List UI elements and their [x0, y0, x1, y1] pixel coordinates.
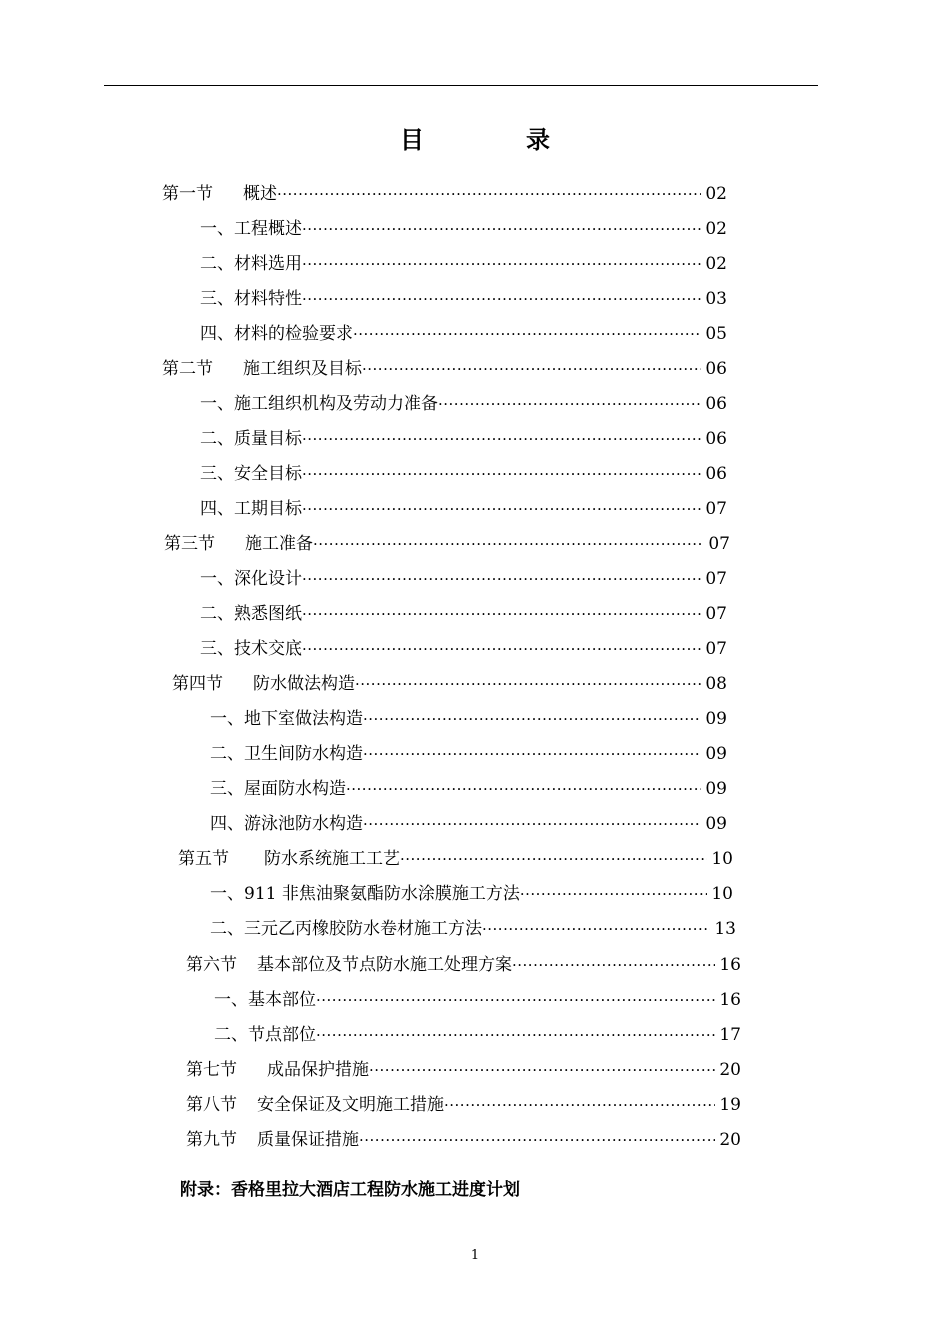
toc-label: 二、 [214, 1025, 248, 1045]
toc-page-number: 06 [705, 394, 727, 414]
toc-page-number: 02 [705, 184, 727, 204]
toc-page-number: 16 [719, 955, 741, 975]
toc-lead [164, 531, 313, 557]
toc-page-number: 07 [705, 499, 727, 519]
toc-lead [186, 952, 512, 978]
toc-item-row[interactable] [200, 496, 727, 522]
toc-lead [210, 916, 482, 942]
toc-page-number: 16 [719, 990, 741, 1010]
toc-leader-dots [302, 636, 701, 662]
toc-item-row[interactable] [210, 811, 727, 837]
toc-item-row[interactable] [200, 321, 727, 347]
toc-label: 一、 [214, 990, 248, 1010]
toc-lead [200, 461, 302, 487]
toc-page-number: 07 [705, 639, 727, 659]
toc-title: 工程概述 [234, 219, 302, 239]
toc-lead [214, 1022, 316, 1048]
toc-leader-dots [359, 1127, 715, 1153]
toc-page-number: 09 [705, 709, 727, 729]
toc-page-number: 17 [719, 1025, 741, 1045]
toc-lead [172, 671, 355, 697]
toc-item-row[interactable] [200, 251, 727, 277]
toc-page-number: 09 [705, 779, 727, 799]
toc-leader-dots [302, 216, 701, 242]
toc-section-row[interactable] [172, 671, 727, 697]
toc-leader-dots [353, 321, 701, 347]
toc-item-row[interactable] [200, 461, 727, 487]
toc-label: 一、 [210, 709, 244, 729]
toc-leader-dots [277, 181, 701, 207]
toc-label: 三、 [200, 464, 234, 484]
toc-leader-dots [302, 461, 701, 487]
toc-lead [200, 251, 302, 277]
toc-title: 防水做法构造 [253, 674, 355, 694]
toc-title: 三元乙丙橡胶防水卷材施工方法 [244, 919, 482, 939]
toc-label: 第五节 [178, 849, 229, 869]
toc-item-row[interactable] [200, 426, 727, 452]
toc-lead [214, 987, 316, 1013]
toc-title: 材料的检验要求 [234, 324, 353, 344]
toc-leader-dots [302, 286, 701, 312]
toc-label: 四、 [200, 324, 234, 344]
toc-item-row[interactable] [214, 987, 741, 1013]
toc-section-row[interactable] [186, 952, 741, 978]
toc-label: 一、 [200, 394, 234, 414]
toc-title: 地下室做法构造 [244, 709, 363, 729]
toc-leader-dots [520, 881, 708, 907]
toc-section-row[interactable] [186, 1057, 741, 1083]
toc-leader-dots [302, 566, 701, 592]
toc-leader-dots [302, 251, 701, 277]
toc-label: 二、 [200, 604, 234, 624]
toc-item-row[interactable] [200, 216, 727, 242]
page-title [0, 120, 950, 154]
toc-leader-dots [302, 496, 701, 522]
toc-title: 材料特性 [234, 289, 302, 309]
appendix-line: 附录：香格里拉大酒店工程防水施工进度计划 [180, 1180, 520, 1200]
toc-item-row[interactable] [210, 706, 727, 732]
page-number: 1 [470, 1248, 480, 1263]
toc-leader-dots [302, 601, 701, 627]
toc-title: 911 非焦油聚氨酯防水涂膜施工方法 [244, 884, 520, 904]
toc-title: 安全目标 [234, 464, 302, 484]
toc-title: 游泳池防水构造 [244, 814, 363, 834]
toc-page-number: 09 [705, 744, 727, 764]
toc-item-row[interactable] [210, 741, 727, 767]
toc-title: 节点部位 [248, 1025, 316, 1045]
toc-title: 熟悉图纸 [234, 604, 302, 624]
toc-item-row[interactable] [200, 601, 727, 627]
toc-item-row[interactable] [210, 916, 736, 942]
toc-lead [200, 566, 302, 592]
toc-label: 第九节 [186, 1130, 237, 1150]
toc-leader-dots [313, 531, 704, 557]
toc-lead [186, 1127, 359, 1153]
toc-leader-dots [363, 741, 701, 767]
toc-lead [200, 321, 353, 347]
toc-lead [210, 706, 363, 732]
toc-lead [200, 496, 302, 522]
toc-title: 安全保证及文明施工措施 [257, 1095, 444, 1115]
toc-page-number: 03 [705, 289, 727, 309]
toc-lead [200, 426, 302, 452]
toc-title: 技术交底 [234, 639, 302, 659]
toc-label: 第二节 [162, 359, 213, 379]
toc-leader-dots [316, 1022, 715, 1048]
toc-lead [210, 776, 346, 802]
toc-lead [186, 1092, 444, 1118]
toc-label: 二、 [200, 429, 234, 449]
toc-label: 第四节 [172, 674, 223, 694]
toc-leader-dots [302, 426, 701, 452]
toc-page-number: 02 [705, 219, 727, 239]
toc-page-number: 20 [719, 1060, 741, 1080]
toc-leader-dots [346, 776, 701, 802]
toc-lead [186, 1057, 369, 1083]
toc-label: 第七节 [186, 1060, 237, 1080]
toc-label: 二、 [210, 744, 244, 764]
toc-leader-dots [363, 811, 701, 837]
toc-title: 屋面防水构造 [244, 779, 346, 799]
toc-page-number: 07 [705, 569, 727, 589]
toc-page-number: 07 [705, 604, 727, 624]
toc-page-number: 10 [711, 884, 733, 904]
toc-label: 四、 [200, 499, 234, 519]
toc-title: 施工准备 [245, 534, 313, 554]
toc-title: 概述 [243, 184, 277, 204]
title-char-1: 目 [400, 125, 424, 154]
toc-lead [200, 216, 302, 242]
toc-lead [210, 811, 363, 837]
toc-title: 成品保护措施 [267, 1060, 369, 1080]
toc-lead [200, 636, 302, 662]
title-char-2: 录 [526, 125, 550, 154]
toc-item-row[interactable] [210, 776, 727, 802]
toc-label: 第六节 [186, 955, 237, 975]
toc-title: 材料选用 [234, 254, 302, 274]
toc-page-number: 07 [708, 534, 730, 554]
toc-page-number: 19 [719, 1095, 741, 1115]
toc-lead [200, 286, 302, 312]
toc-section-row[interactable] [186, 1092, 741, 1118]
toc-label: 第三节 [164, 534, 215, 554]
toc-page-number: 06 [705, 429, 727, 449]
toc-lead [210, 741, 363, 767]
toc-item-row[interactable] [200, 566, 727, 592]
toc-item-row[interactable] [200, 391, 727, 417]
toc-leader-dots [438, 391, 701, 417]
toc-leader-dots [482, 916, 710, 942]
toc-title: 卫生间防水构造 [244, 744, 363, 764]
toc-label: 一、 [210, 884, 244, 904]
toc-item-row[interactable] [214, 1022, 741, 1048]
toc-label: 第一节 [162, 184, 213, 204]
toc-page-number: 13 [714, 919, 736, 939]
toc-title: 质量目标 [234, 429, 302, 449]
toc-section-row[interactable] [186, 1127, 741, 1153]
toc-label: 一、 [200, 219, 234, 239]
toc-page-number: 10 [711, 849, 733, 869]
toc-page-number: 02 [705, 254, 727, 274]
toc-section-row[interactable] [162, 356, 727, 382]
toc-label: 一、 [200, 569, 234, 589]
toc-title: 基本部位 [248, 990, 316, 1010]
toc-label: 二、 [210, 919, 244, 939]
toc-title: 深化设计 [234, 569, 302, 589]
toc-label: 三、 [200, 639, 234, 659]
toc-item-row[interactable] [210, 881, 733, 907]
toc-title: 质量保证措施 [257, 1130, 359, 1150]
toc-label: 第八节 [186, 1095, 237, 1115]
header-rule [104, 85, 818, 86]
toc-title: 施工组织及目标 [243, 359, 362, 379]
toc-leader-dots [355, 671, 701, 697]
toc-page-number: 20 [719, 1130, 741, 1150]
toc-item-row[interactable] [200, 636, 727, 662]
toc-leader-dots [400, 846, 707, 872]
toc-section-row[interactable] [178, 846, 733, 872]
toc-page-number: 06 [705, 464, 727, 484]
toc-leader-dots [512, 952, 715, 978]
toc-page-number: 08 [705, 674, 727, 694]
toc-lead [200, 391, 438, 417]
toc-title: 防水系统施工工艺 [264, 849, 400, 869]
toc-label: 三、 [210, 779, 244, 799]
toc-leader-dots [316, 987, 715, 1013]
toc-lead [178, 846, 400, 872]
toc-leader-dots [363, 706, 701, 732]
toc-leader-dots [444, 1092, 715, 1118]
toc-leader-dots [369, 1057, 715, 1083]
toc-lead [210, 881, 520, 907]
toc-label: 二、 [200, 254, 234, 274]
toc-title: 施工组织机构及劳动力准备 [234, 394, 438, 414]
toc-page-number: 06 [705, 359, 727, 379]
toc-leader-dots [362, 356, 701, 382]
toc-section-row[interactable] [164, 531, 730, 557]
toc-page-number: 05 [705, 324, 727, 344]
toc-title: 基本部位及节点防水施工处理方案 [257, 955, 512, 975]
toc-label: 三、 [200, 289, 234, 309]
toc-lead [162, 181, 277, 207]
toc-item-row[interactable] [200, 286, 727, 312]
toc-section-row[interactable] [162, 181, 727, 207]
toc-lead [200, 601, 302, 627]
toc-lead [162, 356, 362, 382]
toc-label: 四、 [210, 814, 244, 834]
toc-title: 工期目标 [234, 499, 302, 519]
toc-page-number: 09 [705, 814, 727, 834]
